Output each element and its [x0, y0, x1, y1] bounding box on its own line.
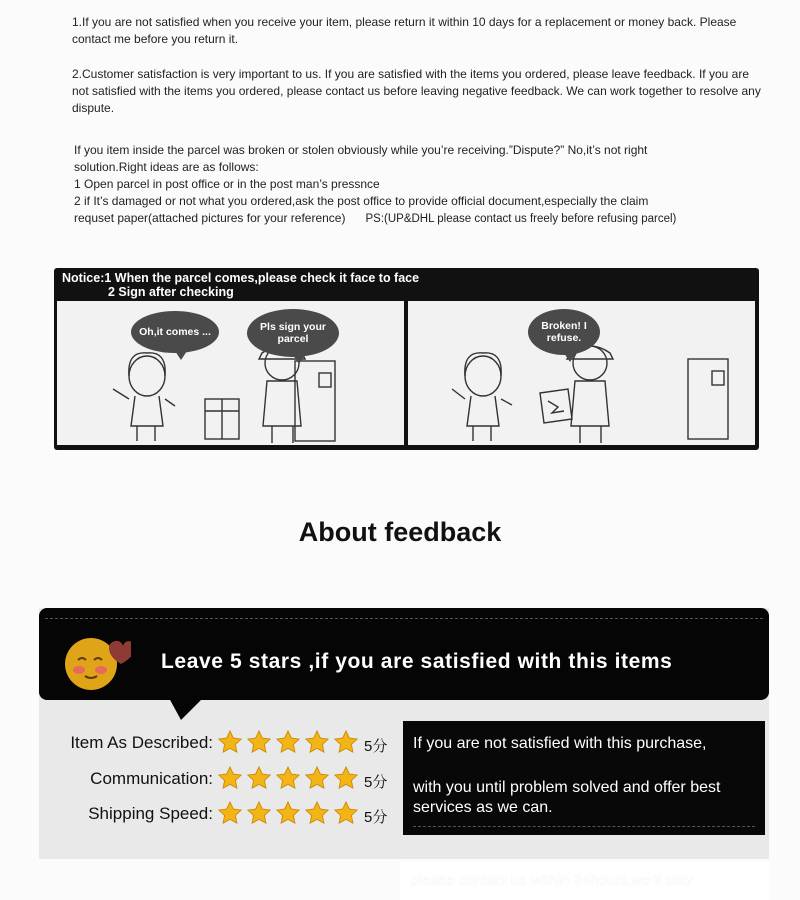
rating-score: 5分: [364, 809, 388, 826]
rating-score: 5分: [364, 774, 388, 791]
notice-line-1: Notice:1 When the parcel comes,please check it face to face: [62, 271, 420, 285]
notice-line-2: 2 Sign after checking: [108, 285, 234, 299]
page-title: About feedback: [298, 517, 502, 547]
rating-score: 5分: [364, 738, 388, 755]
comic-panel-refuse: [408, 301, 755, 445]
faint-footer-text: please contact us within 24hours,we’ll stay: [410, 872, 693, 889]
star-icon: [246, 800, 272, 826]
feedback-section: [39, 608, 769, 859]
notice-banner: [54, 268, 759, 450]
star-icon: [246, 729, 272, 755]
star-icon: [333, 729, 359, 755]
divider: [413, 826, 755, 827]
star-icon: [304, 765, 330, 791]
blushing-emoji-icon: [61, 626, 131, 696]
star-icon: [304, 800, 330, 826]
support-line-2: with you until problem solved and offer best services as we can.: [413, 779, 721, 816]
support-message-box: [403, 721, 765, 835]
policy-paragraph-1: 1.If you are not satisfied when you receive your item, please return it within 10 days for a replacement or money back. Please contact me before you return it.: [72, 15, 737, 46]
rating-label: Communication:: [90, 769, 213, 788]
speech-bubble: Oh,it comes ...: [131, 311, 219, 353]
speech-bubble: Pls sign your parcel: [247, 309, 339, 357]
policy-line: If you item inside the parcel was broken or stolen obviously while you’re receiving.”Dispute?” No,it’s not right: [74, 143, 648, 157]
policy-last-line: requset paper(attached pictures for your reference): [74, 211, 346, 225]
rating-label: Item As Described:: [70, 733, 213, 752]
rating-label: Shipping Speed:: [88, 804, 213, 823]
policy-paragraph-2: 2.Customer satisfaction is very important to us. If you are satisfied with the items you ordered, please leave feedback. If you are not satisfied with the items you ordered, please contact us before leaving negative feedback. We can work together to resolve any dispute.: [72, 67, 761, 115]
policy-line: solution.Right ideas are as follows:: [74, 160, 259, 174]
star-icon: [333, 765, 359, 791]
cartoon-illustration: [57, 301, 404, 445]
star-rating: [217, 800, 359, 826]
star-icon: [246, 765, 272, 791]
star-icon: [333, 800, 359, 826]
policy-line: 2 if It’s damaged or not what you ordered,ask the post office to provide official document,especially the claim: [74, 194, 649, 208]
star-rating: [217, 765, 359, 791]
star-icon: [217, 800, 243, 826]
rating-row: [39, 728, 399, 758]
feedback-banner: [39, 608, 769, 700]
feedback-banner-title: Leave 5 stars ,if you are satisfied with this items: [161, 650, 673, 673]
star-icon: [275, 729, 301, 755]
star-rating: [217, 729, 359, 755]
speech-bubble: Broken! I refuse.: [528, 309, 600, 355]
rating-row: [39, 764, 399, 794]
policy-ps: PS:(UP&DHL please contact us freely before refusing parcel): [365, 213, 677, 225]
support-line-1: If you are not satisfied with this purchase,: [413, 735, 707, 752]
divider: [45, 618, 763, 619]
star-icon: [217, 729, 243, 755]
rating-row: [39, 799, 399, 829]
star-icon: [275, 765, 301, 791]
star-icon: [217, 765, 243, 791]
star-icon: [275, 800, 301, 826]
policy-line: [74, 210, 764, 228]
notice-text: [62, 271, 419, 299]
policy-line: 1 Open parcel in post office or in the post man’s pressnce: [74, 177, 380, 191]
star-icon: [304, 729, 330, 755]
policy-paragraph-3: [74, 142, 764, 228]
comic-panel-accept: [57, 301, 404, 445]
